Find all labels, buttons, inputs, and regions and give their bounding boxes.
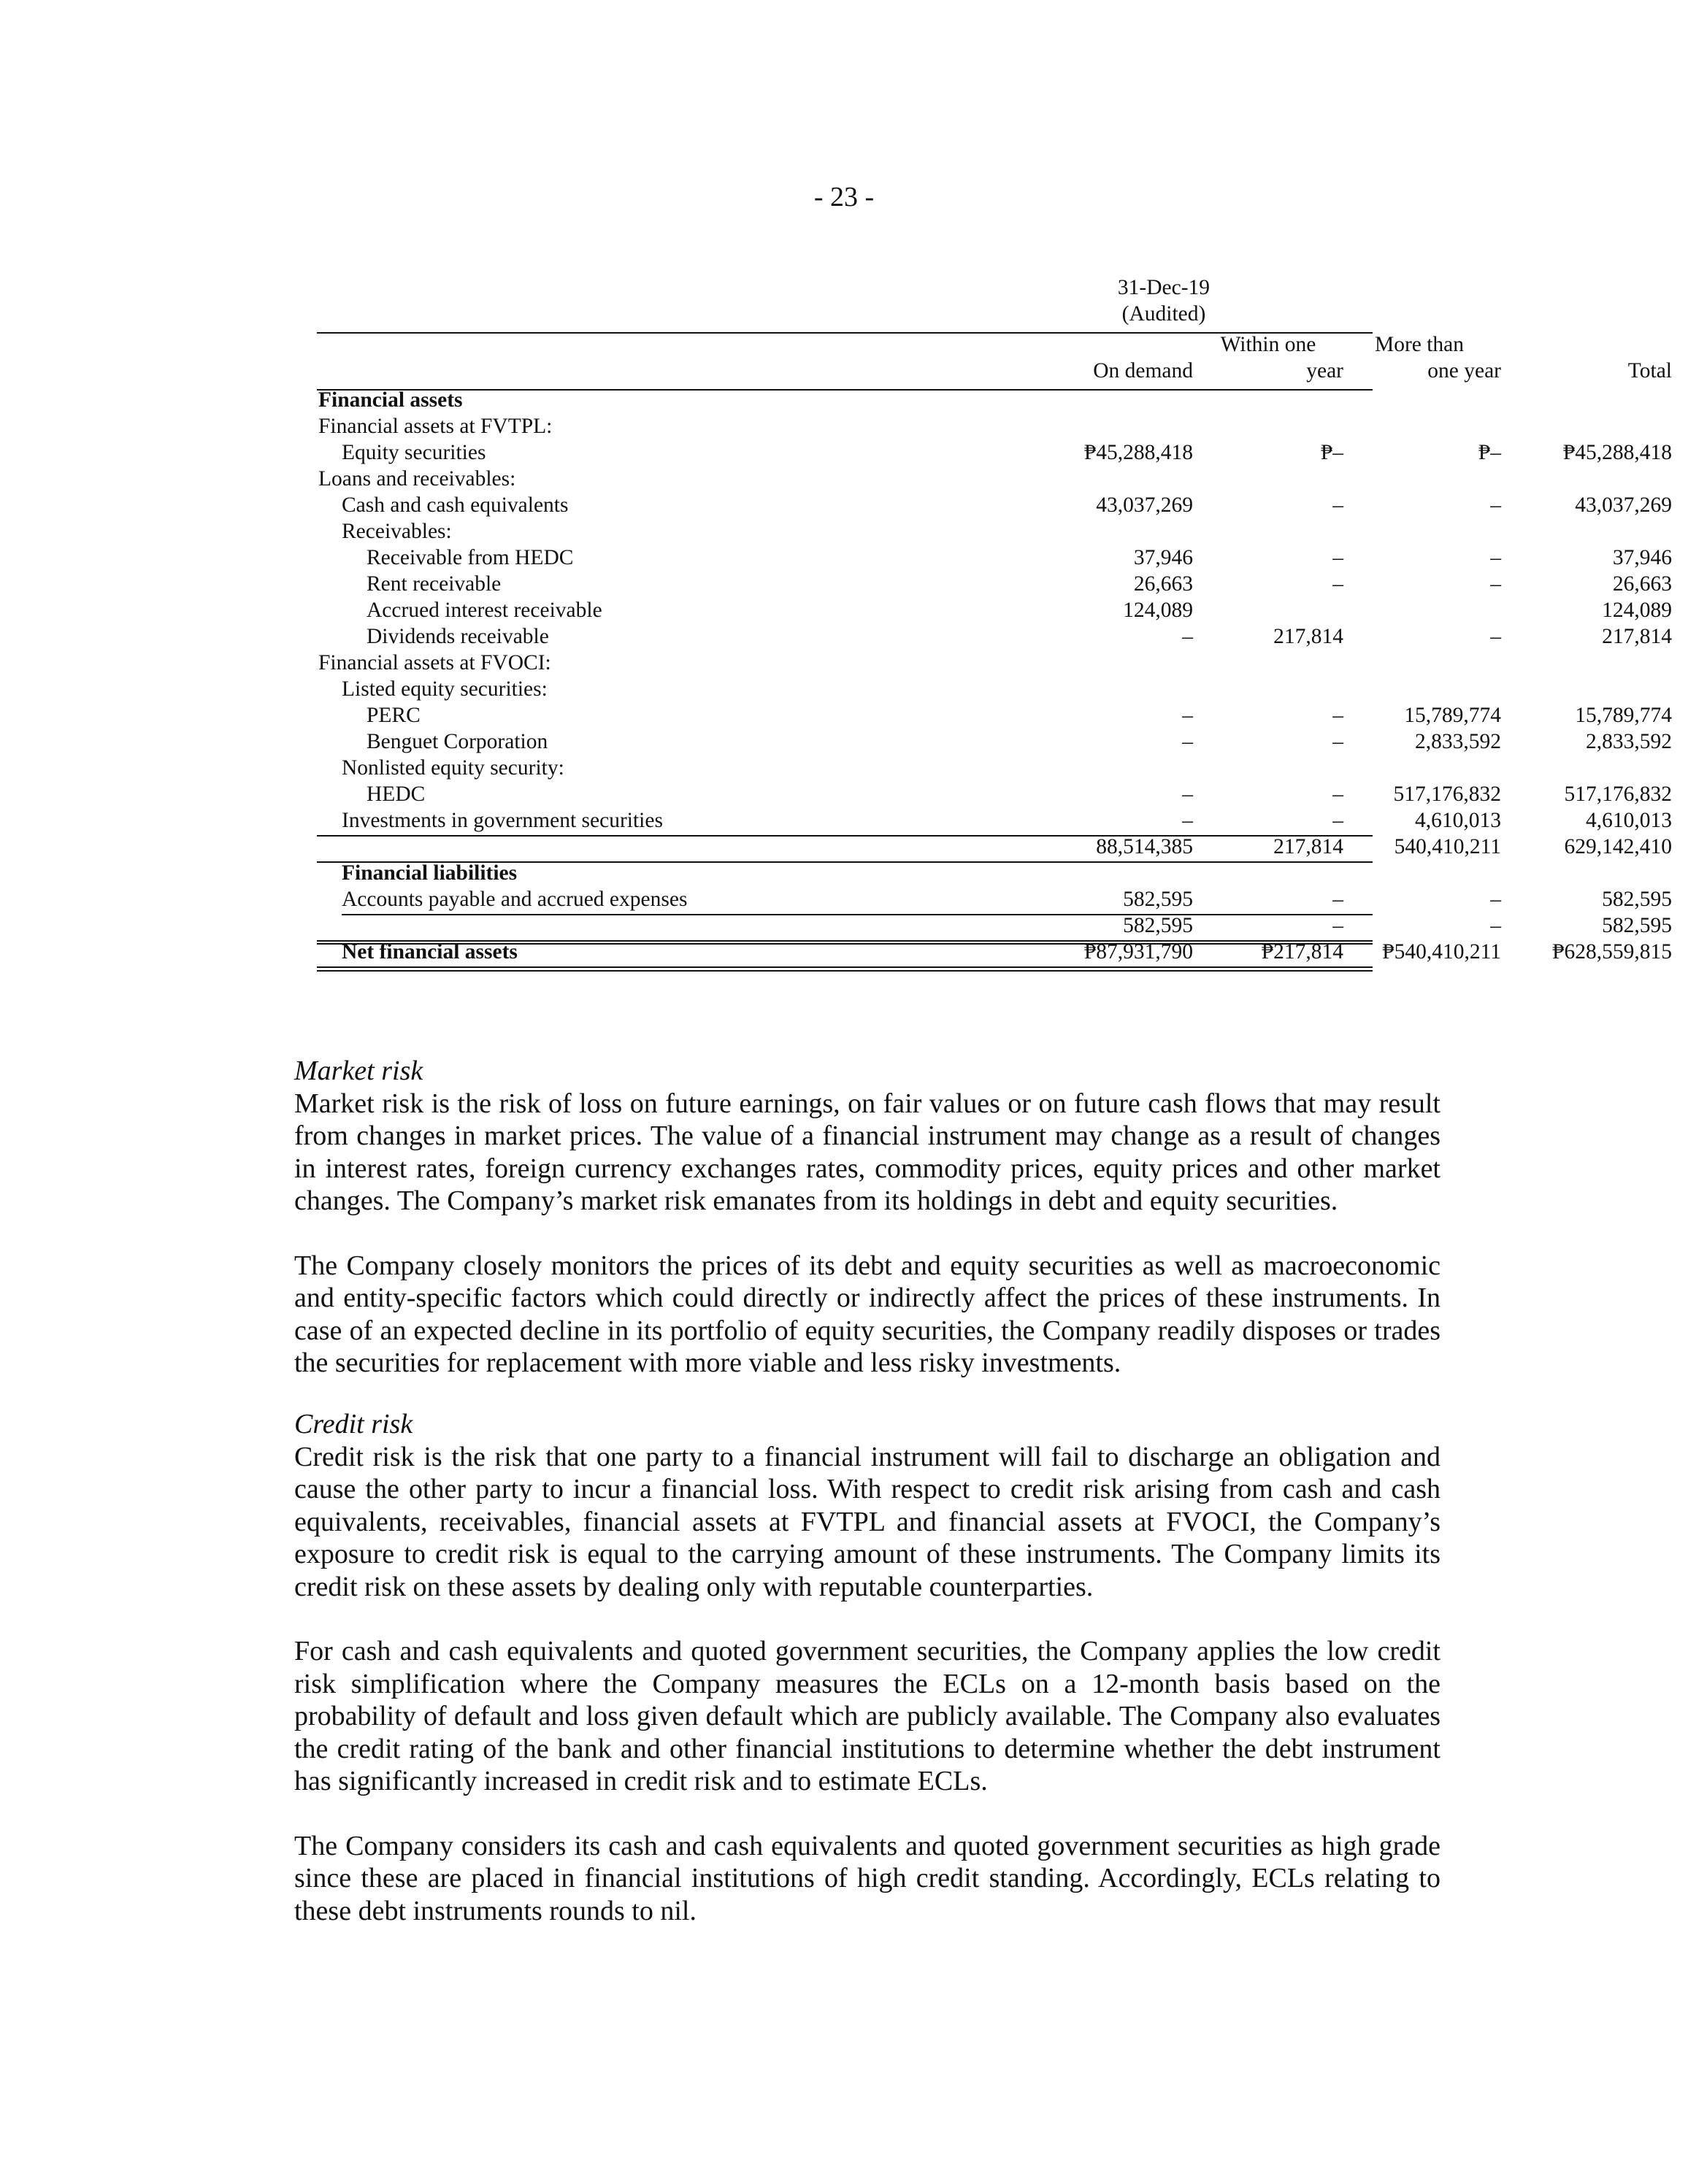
table-row — [317, 387, 1373, 413]
row-label: Investments in government securities — [342, 809, 663, 832]
row-value-col-4: 2,833,592 — [1586, 730, 1672, 753]
row-value-col-3: – — [1490, 572, 1501, 596]
row-value-col-4: 26,663 — [1612, 572, 1672, 596]
row-label: Accrued interest receivable — [367, 599, 602, 622]
row-value-col-1: – — [1182, 809, 1193, 832]
row-value-col-1: 37,946 — [1133, 546, 1193, 569]
table-row — [317, 728, 1672, 755]
row-label: Cash and cash equivalents — [342, 493, 569, 517]
row-label: Equity securities — [342, 441, 486, 464]
row-value-col-1: ₱45,288,418 — [1083, 441, 1193, 464]
row-value-col-3: – — [1490, 888, 1501, 911]
row-value-col-4: 517,176,832 — [1564, 783, 1672, 806]
row-value-col-3: – — [1490, 546, 1501, 569]
row-value-col-3: 540,410,211 — [1394, 835, 1501, 858]
row-value-col-3: 15,789,774 — [1404, 704, 1501, 727]
row-label: Loans and receivables: — [318, 467, 516, 491]
net-assets-rule-2 — [317, 970, 1373, 972]
row-label: Financial assets at FVTPL: — [318, 415, 553, 438]
table-row — [317, 807, 1672, 834]
row-value-col-4: 582,595 — [1602, 914, 1672, 937]
row-value-col-3: 4,610,013 — [1415, 809, 1501, 832]
table-row — [317, 571, 1672, 597]
market-risk-title: Market risk — [294, 1056, 423, 1086]
table-row — [317, 413, 1373, 439]
row-label: Rent receivable — [367, 572, 502, 596]
row-value-col-4: 124,089 — [1602, 599, 1672, 622]
row-value-col-2: – — [1332, 730, 1343, 753]
row-value-col-3: ₱540,410,211 — [1382, 940, 1501, 964]
row-label: Financial liabilities — [342, 861, 518, 885]
table-body — [317, 387, 1672, 965]
col-header-within-line2: year — [1306, 359, 1343, 382]
table-row — [317, 545, 1672, 571]
row-value-col-4: ₱45,288,418 — [1562, 441, 1672, 464]
table-row — [317, 439, 1672, 466]
row-value-col-1: 124,089 — [1123, 599, 1193, 622]
row-label: Financial assets — [318, 388, 463, 412]
row-value-col-1: 582,595 — [1123, 888, 1193, 911]
row-label: Financial assets at FVOCI: — [318, 651, 551, 674]
total-assets-rule — [317, 861, 1373, 863]
row-value-col-1: – — [1182, 783, 1193, 806]
row-label: Listed equity securities: — [342, 677, 548, 701]
credit-risk-title: Credit risk — [294, 1409, 413, 1439]
row-value-col-2: – — [1332, 783, 1343, 806]
market-risk-paragraph-2: The Company closely monitors the prices of its debt and equity securities as well as macroeconomic and entity-specific factors which could directly or indirectly affect the prices of these instruments. In case of an expected decline in its portfolio of equity securities, the Company readily disposes or trades the securities for replacement with more viable and less risky investments. — [294, 1250, 1440, 1378]
row-value-col-4: 629,142,410 — [1564, 835, 1672, 858]
row-value-col-2: – — [1332, 809, 1343, 832]
row-label: Accounts payable and accrued expenses — [342, 888, 688, 911]
row-label: Nonlisted equity security: — [342, 756, 564, 780]
row-value-col-3: 2,833,592 — [1415, 730, 1501, 753]
table-row — [317, 518, 1373, 545]
credit-risk-section — [294, 1408, 1440, 1927]
table-row — [317, 886, 1672, 912]
col-header-more-line1: More than — [1374, 333, 1465, 356]
row-value-col-2: ₱– — [1320, 441, 1343, 464]
row-value-col-1: 26,663 — [1133, 572, 1193, 596]
credit-risk-paragraph-1: Credit risk is the risk that one party to a financial instrument will fail to discharge an obligation and cause the other party to incur a financial loss. With respect to credit risk arising from cash and cash equivalents, receivables, financial assets at FVTPL and financial assets at FVOCI, the Company’s exposure to credit risk is equal to the carrying amount of these instruments. The Company limits its credit risk on these assets by dealing only with reputable counterparties. — [294, 1441, 1440, 1602]
row-value-col-4: 582,595 — [1602, 888, 1672, 911]
table-row — [317, 466, 1373, 492]
table-row — [317, 702, 1672, 728]
table-row — [317, 781, 1672, 807]
net-assets-rule-1 — [317, 966, 1373, 968]
table-header-row-1 — [317, 331, 1465, 358]
row-value-col-4: ₱628,559,815 — [1552, 940, 1672, 964]
row-value-col-2: 217,814 — [1273, 835, 1343, 858]
credit-risk-paragraph-2: For cash and cash equivalents and quoted government securities, the Company applies the low credit risk simplification where the Company measures the ECLs on a 12-month basis based on the probability of default and loss given default which are publicly available. The Company also evaluates the credit rating of the bank and other financial institutions to determine whether the debt instrument has significantly increased in credit risk and to estimate ECLs. — [294, 1636, 1440, 1796]
row-value-col-4: 4,610,013 — [1586, 809, 1672, 832]
col-header-within-line1: Within one — [1220, 333, 1316, 356]
col-header-more-line2: one year — [1427, 359, 1501, 382]
table-row — [317, 492, 1672, 518]
row-value-col-2: – — [1332, 572, 1343, 596]
row-value-col-2: – — [1332, 914, 1343, 937]
row-label: Receivables: — [342, 520, 452, 543]
row-value-col-2: – — [1332, 888, 1343, 911]
row-value-col-3: 517,176,832 — [1393, 783, 1501, 806]
row-value-col-3: – — [1490, 493, 1501, 517]
credit-risk-paragraph-3: The Company considers its cash and cash equivalents and quoted government securities as high grade since these are placed in financial institutions of high credit standing. Accordingly, ECLs relating to these debt instruments rounds to nil. — [294, 1830, 1440, 1926]
row-value-col-3: – — [1490, 625, 1501, 648]
row-value-col-3: ₱– — [1478, 441, 1501, 464]
row-value-col-4: 43,037,269 — [1575, 493, 1672, 517]
liabilities-subtotal-rule — [342, 914, 1373, 915]
row-value-col-4: 37,946 — [1612, 546, 1672, 569]
row-value-col-4: 15,789,774 — [1575, 704, 1672, 727]
table-row — [317, 912, 1672, 939]
row-label: PERC — [367, 704, 421, 727]
audit-status-label: (Audited) — [1121, 302, 1206, 326]
col-header-total: Total — [1627, 359, 1672, 382]
row-value-col-4: 217,814 — [1602, 625, 1672, 648]
row-value-col-1: ₱87,931,790 — [1083, 940, 1193, 964]
market-risk-section — [294, 1055, 1440, 1380]
row-value-col-2: 217,814 — [1273, 625, 1343, 648]
row-label: Dividends receivable — [367, 625, 549, 648]
financial-position-table — [317, 274, 1672, 965]
table-row — [317, 834, 1672, 860]
table-period-row — [317, 274, 1373, 301]
header-bottom-rule — [317, 389, 1373, 391]
row-label: Net financial assets — [342, 940, 518, 964]
row-label: HEDC — [367, 783, 426, 806]
row-value-col-1: 43,037,269 — [1096, 493, 1193, 517]
row-value-col-1: – — [1182, 625, 1193, 648]
page-number: - 23 - — [813, 182, 875, 212]
table-row — [317, 755, 1373, 781]
subtotal-assets-rule — [317, 835, 1373, 837]
row-value-col-3: – — [1490, 914, 1501, 937]
row-value-col-1: – — [1182, 704, 1193, 727]
total-liabilities-rule — [317, 940, 1373, 942]
row-value-col-2: – — [1332, 704, 1343, 727]
market-risk-paragraph-1: Market risk is the risk of loss on future earnings, on fair values or on future cash flows that may result from changes in market prices. The value of a financial instrument may change as a result of changes in interest rates, foreign currency exchanges rates, commodity prices, equity prices and other market changes. The Company’s market risk emanates from its holdings in debt and equity securities. — [294, 1088, 1440, 1216]
table-row — [317, 650, 1373, 676]
row-value-col-2: ₱217,814 — [1261, 940, 1343, 964]
table-audit-row — [317, 301, 1373, 327]
table-row — [317, 597, 1672, 623]
period-label: 31-Dec-19 — [1117, 276, 1211, 299]
table-row — [317, 676, 1373, 702]
row-value-col-1: 88,514,385 — [1096, 835, 1193, 858]
total-liabilities-rule-2 — [317, 943, 1373, 945]
row-value-col-2: – — [1332, 546, 1343, 569]
table-row — [317, 623, 1672, 650]
row-value-col-1: – — [1182, 730, 1193, 753]
row-label: Receivable from HEDC — [367, 546, 574, 569]
row-label: Benguet Corporation — [367, 730, 548, 753]
table-header-row-2 — [317, 358, 1672, 384]
row-value-col-1: 582,595 — [1123, 914, 1193, 937]
row-value-col-2: – — [1332, 493, 1343, 517]
col-header-on-demand: On demand — [1093, 359, 1193, 382]
table-row — [317, 860, 1373, 886]
